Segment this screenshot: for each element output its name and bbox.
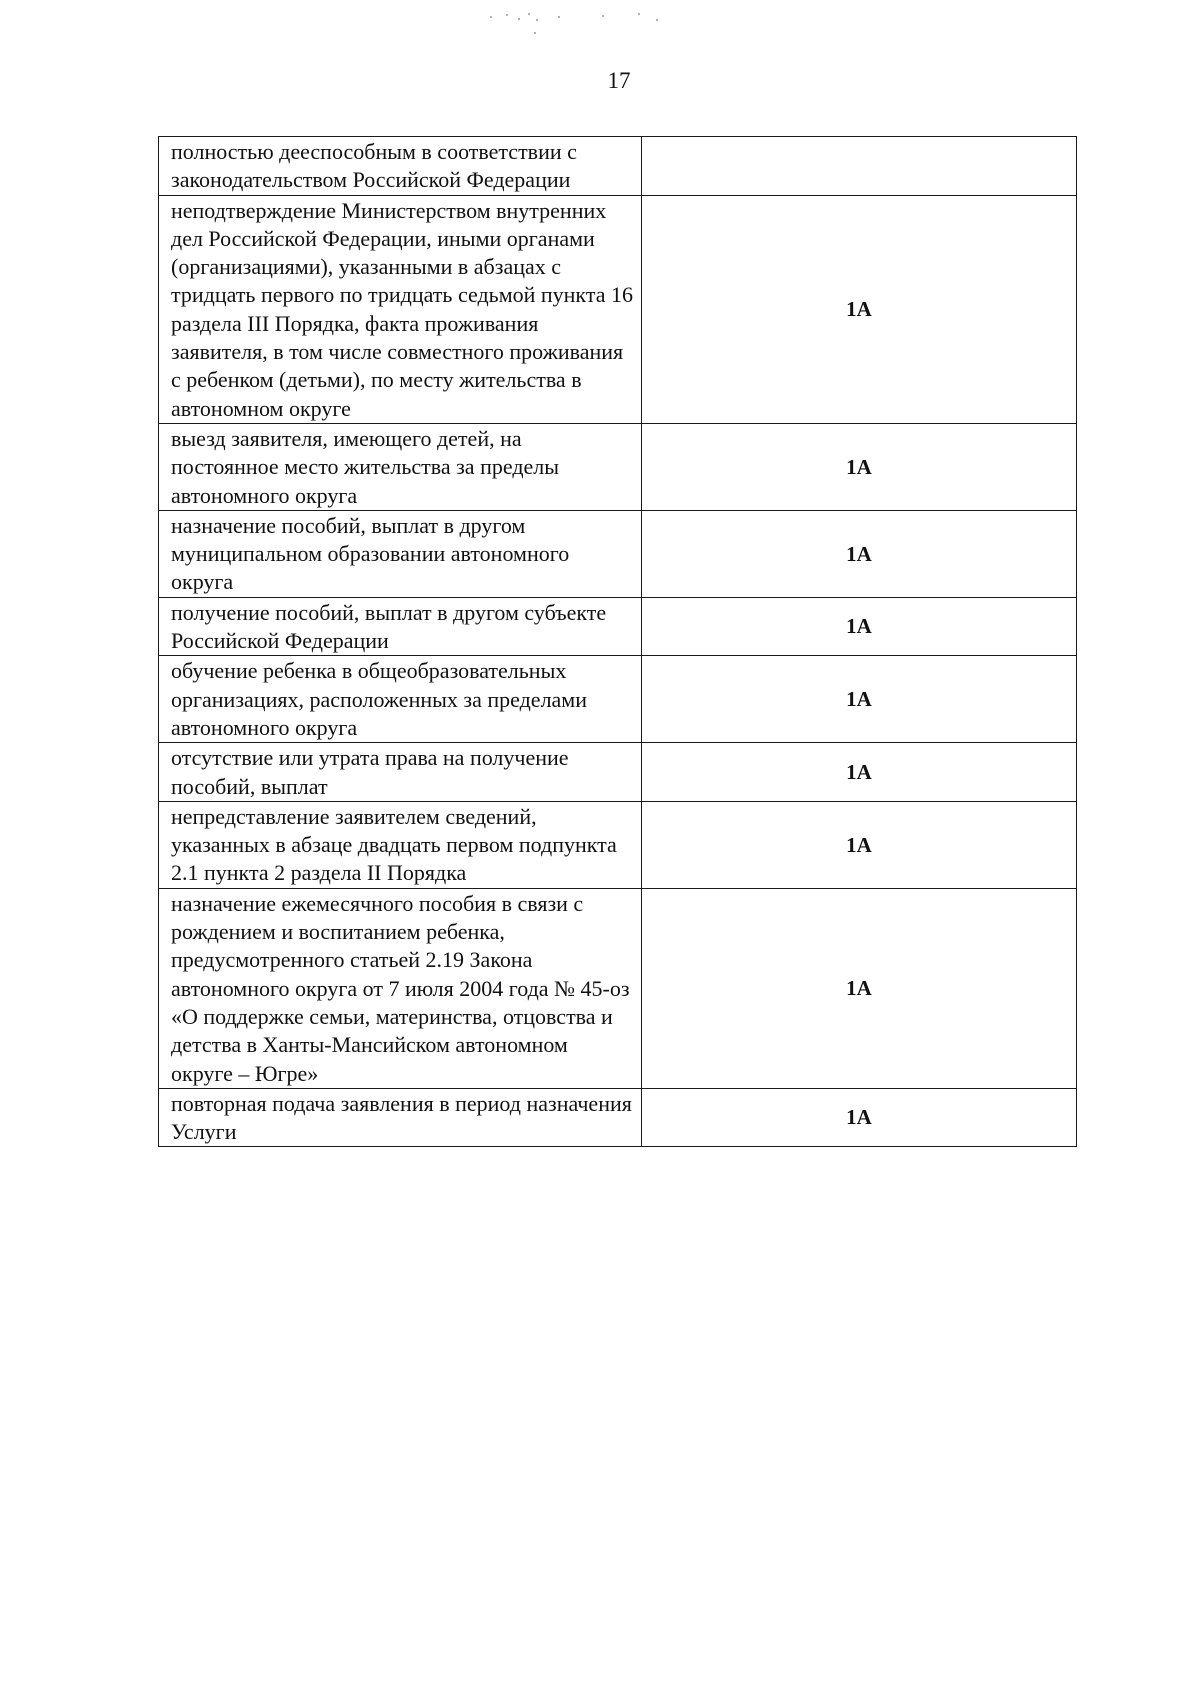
table-row xyxy=(159,137,1077,196)
table-row xyxy=(159,423,1077,510)
table-row xyxy=(159,597,1077,656)
reason-cell: назначение ежемесячного пособия в связи с рождением и воспитанием ребенка, предусмотренного статьей 2.19 Закона автономного округа от 7 июля 2004 года № 45-оз «О поддержке семьи, материнства, отцовства и детства в Ханты-Мансийском автономном округе – Югре» xyxy=(159,888,642,1088)
table-row xyxy=(159,801,1077,888)
code-cell xyxy=(642,137,1077,196)
reason-cell: неподтверждение Министерством внутренних дел Российской Федерации, иными органами (организациями), указанными в абзацах с тридцать первого по тридцать седьмой пункта 16 раздела III Порядка, факта проживания заявителя, в том числе совместного проживания с ребенком (детьми), по месту жительства в автономном округе xyxy=(159,195,642,423)
code-cell: 1А xyxy=(642,743,1077,802)
table-row xyxy=(159,510,1077,597)
code-cell: 1А xyxy=(642,656,1077,743)
code-cell: 1А xyxy=(642,801,1077,888)
code-cell: 1А xyxy=(642,423,1077,510)
code-cell: 1А xyxy=(642,888,1077,1088)
reason-cell: обучение ребенка в общеобразовательных организациях, расположенных за пределами автономного округа xyxy=(159,656,642,743)
table-row xyxy=(159,656,1077,743)
reason-cell: получение пособий, выплат в другом субъекте Российской Федерации xyxy=(159,597,642,656)
code-cell: 1А xyxy=(642,597,1077,656)
table-row xyxy=(159,1088,1077,1147)
table-row xyxy=(159,195,1077,423)
page-number: 17 xyxy=(607,68,631,93)
scan-noise xyxy=(470,10,730,30)
reason-cell: полностью дееспособным в соответствии с законодательством Российской Федерации xyxy=(159,137,642,196)
code-cell: 1А xyxy=(642,510,1077,597)
reason-cell: отсутствие или утрата права на получение пособий, выплат xyxy=(159,743,642,802)
reason-cell: выезд заявителя, имеющего детей, на постоянное место жительства за пределы автономного округа xyxy=(159,423,642,510)
table-row xyxy=(159,743,1077,802)
reason-cell: назначение пособий, выплат в другом муниципальном образовании автономного округа xyxy=(159,510,642,597)
table-row xyxy=(159,888,1077,1088)
code-cell: 1А xyxy=(642,1088,1077,1147)
reasons-table xyxy=(158,136,1077,1147)
reason-cell: непредставление заявителем сведений, указанных в абзаце двадцать первом подпункта 2.1 пункта 2 раздела II Порядка xyxy=(159,801,642,888)
code-cell: 1А xyxy=(642,195,1077,423)
reason-cell: повторная подача заявления в период назначения Услуги xyxy=(159,1088,642,1147)
